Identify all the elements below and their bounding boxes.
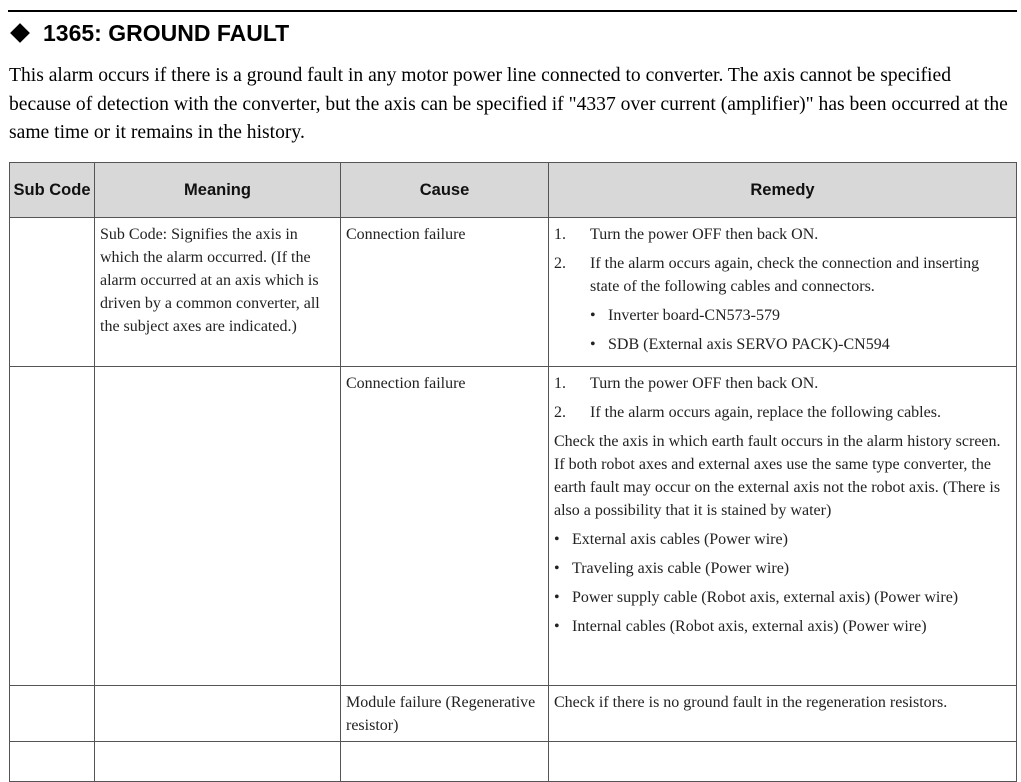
bullet-text: External axis cables (Power wire) — [572, 531, 788, 548]
bullet-text: Traveling axis cable (Power wire) — [572, 560, 790, 577]
bullet-icon: • — [590, 336, 596, 353]
alarm-table — [9, 162, 1017, 782]
sub-code-cell — [10, 742, 95, 782]
meaning-cell — [95, 742, 341, 782]
header-sub-code: Sub Code — [10, 163, 95, 218]
step-text: Turn the power OFF then back ON. — [590, 375, 819, 392]
bullet-text: Internal cables (Robot axis, external axis) (Power wire) — [572, 618, 927, 635]
table-row — [10, 367, 1017, 686]
intro-paragraph: This alarm occurs if there is a ground fault in any motor power line connected to converter. The axis cannot be specified because of detection with the converter, but the axis can be specified if "4337 over current (amplifier)" has been occurred at the same time or it remains in the history. — [9, 65, 1008, 143]
cause-cell: Module failure (Regenerative resistor) — [341, 686, 549, 742]
bullet-icon: • — [554, 589, 560, 606]
list-item — [590, 333, 1012, 356]
step-number: 1. — [554, 226, 566, 243]
remedy-cell — [549, 367, 1017, 686]
table-row — [10, 686, 1017, 742]
sub-code-cell — [10, 367, 95, 686]
list-item — [554, 557, 1012, 580]
bullet-text: Inverter board-CN573-579 — [608, 307, 780, 324]
meaning-cell — [95, 686, 341, 742]
table-row — [10, 218, 1017, 367]
remedy-step — [554, 372, 1012, 395]
remedy-cell: Check if there is no ground fault in the regeneration resistors. — [549, 686, 1017, 742]
header-remedy: Remedy — [549, 163, 1017, 218]
remedy-cell — [549, 218, 1017, 367]
header-meaning: Meaning — [95, 163, 341, 218]
bullet-text: SDB (External axis SERVO PACK)-CN594 — [608, 336, 890, 353]
sub-code-cell — [10, 218, 95, 367]
step-text: If the alarm occurs again, check the connection and inserting state of the following cables and connectors. — [590, 255, 980, 295]
meaning-cell: Sub Code: Signifies the axis in which the alarm occurred. (If the alarm occurred at an axis which is driven by a common converter, all the subject axes are indicated.) — [95, 218, 341, 367]
heading-rule — [8, 10, 1017, 12]
bullet-icon: • — [554, 560, 560, 577]
list-item — [554, 615, 1012, 638]
remedy-step — [554, 252, 1012, 298]
bullet-icon: • — [554, 531, 560, 548]
remedy-note: If both robot axes and external axes use the same type converter, the earth fault may occur on the external axis not the robot axis. (There is also a possibility that it is stained by water) — [554, 456, 1001, 519]
remedy-step — [554, 401, 1012, 424]
cause-cell: Connection failure — [341, 218, 549, 367]
bullet-icon: • — [554, 618, 560, 635]
step-text: Turn the power OFF then back ON. — [590, 226, 819, 243]
table-row — [10, 742, 1017, 782]
bullet-icon: • — [590, 307, 596, 324]
heading-text: 1365: GROUND FAULT — [43, 19, 290, 46]
header-cause: Cause — [341, 163, 549, 218]
remedy-step — [554, 223, 1012, 246]
list-item — [554, 586, 1012, 609]
step-number: 2. — [554, 255, 566, 272]
bullet-text: Power supply cable (Robot axis, external axis) (Power wire) — [572, 589, 959, 606]
cause-cell: Connection failure — [341, 367, 549, 686]
meaning-cell — [95, 367, 341, 686]
step-text: If the alarm occurs again, replace the following cables. — [590, 404, 941, 421]
list-item — [590, 304, 1012, 327]
cause-cell — [341, 742, 549, 782]
sub-code-cell — [10, 686, 95, 742]
step-number: 1. — [554, 375, 566, 392]
list-item — [554, 528, 1012, 551]
remedy-cell — [549, 742, 1017, 782]
remedy-note: Check the axis in which earth fault occurs in the alarm history screen. — [554, 433, 1001, 450]
diamond-icon — [10, 23, 30, 43]
section-heading — [10, 17, 289, 49]
table-header-row — [10, 163, 1017, 218]
step-number: 2. — [554, 404, 566, 421]
